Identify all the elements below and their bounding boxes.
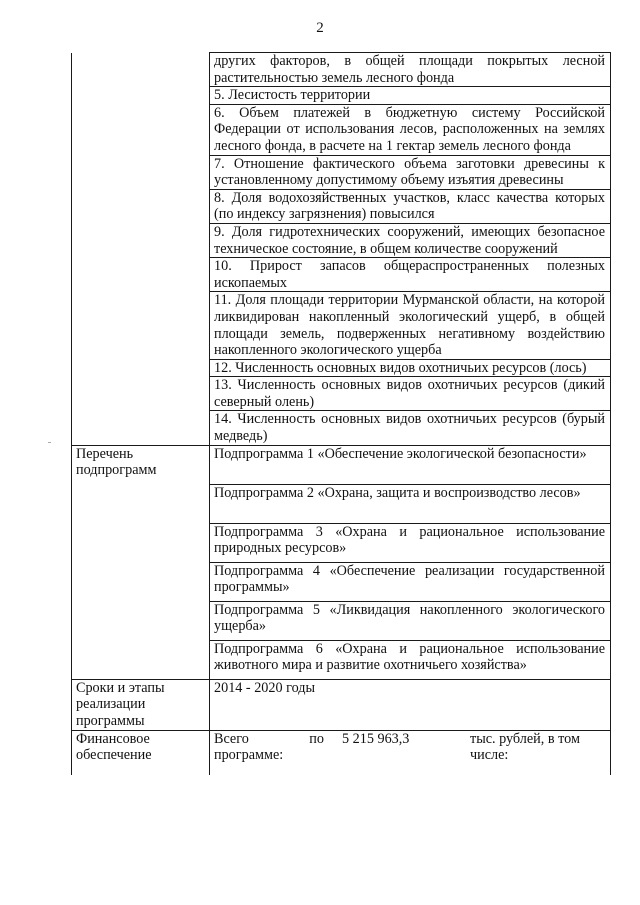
indicator-cell: 10. Прирост запасов общераспространенных полезных ископаемых xyxy=(210,258,611,292)
indicator-cell: 12. Численность основных видов охотничьих ресурсов (лось) xyxy=(210,359,611,377)
subprogram-cell: Подпрограмма 3 «Охрана и рациональное использование природных ресурсов» xyxy=(210,523,611,562)
finance-label: Финансовое обеспечение xyxy=(72,730,210,775)
indicator-cell: других факторов, в общей площади покрытых лесной растительностью земель лесного фонда xyxy=(210,53,611,87)
table-row xyxy=(72,730,611,775)
table-row xyxy=(72,359,611,377)
finance-cell xyxy=(210,730,611,775)
scan-mark xyxy=(48,442,51,443)
indicator-cell: 7. Отношение фактического объема заготовки древесины к установленному допустимому объему изъятия древесины xyxy=(210,155,611,189)
indicator-cell: 5. Лесистость территории xyxy=(210,87,611,105)
table-row xyxy=(72,104,611,155)
table-row xyxy=(72,87,611,105)
indicator-cell: 6. Объем платежей в бюджетную систему Российской Федерации от использования лесов, расположенных на землях лесного фонда, в расчете на 1 гектар земель лесного фонда xyxy=(210,104,611,155)
finance-total-label: Всего по программе: xyxy=(214,730,324,764)
terms-value: 2014 - 2020 годы xyxy=(210,679,611,730)
table-row xyxy=(72,679,611,730)
indicator-cell: 9. Доля гидротехнических сооружений, имеющих безопасное техническое состояние, в общем количестве сооружений xyxy=(210,223,611,257)
table-row xyxy=(72,411,611,445)
table-row xyxy=(72,223,611,257)
finance-unit: тыс. рублей, в том числе: xyxy=(470,730,580,764)
empty-label-cell xyxy=(72,53,210,87)
subprogram-cell: Подпрограмма 2 «Охрана, защита и воспроизводство лесов» xyxy=(210,484,611,523)
table-row xyxy=(72,377,611,411)
indicator-cell: 11. Доля площади территории Мурманской области, на которой ликвидирован накопленный экологический ущерб, в общей площади земель, подверженных негативному воздействию накопленного экологического ущерба xyxy=(210,292,611,359)
finance-row xyxy=(214,731,605,764)
indicator-cell: 8. Доля водохозяйственных участков, класс качества которых (по индексу загрязнения) повысился xyxy=(210,189,611,223)
table-row xyxy=(72,53,611,87)
subprogram-cell: Подпрограмма 6 «Охрана и рациональное использование животного мира и развитие охотничьего хозяйства» xyxy=(210,640,611,679)
program-passport-table xyxy=(71,52,611,775)
terms-label: Сроки и этапы реализации программы xyxy=(72,679,210,730)
table-row xyxy=(72,258,611,292)
table-row xyxy=(72,155,611,189)
subprogram-cell: Подпрограмма 1 «Обеспечение экологической безопасности» xyxy=(210,445,611,484)
finance-total-value: 5 215 963,3 xyxy=(342,730,410,747)
subprograms-label: Перечень подпрограмм xyxy=(72,445,210,679)
subprogram-cell: Подпрограмма 5 «Ликвидация накопленного экологического ущерба» xyxy=(210,601,611,640)
table-row xyxy=(72,445,611,484)
table-row xyxy=(72,189,611,223)
page-number: 2 xyxy=(316,20,324,36)
table-row xyxy=(72,292,611,359)
subprogram-cell: Подпрограмма 4 «Обеспечение реализации государственной программы» xyxy=(210,562,611,601)
indicator-cell: 13. Численность основных видов охотничьих ресурсов (дикий северный олень) xyxy=(210,377,611,411)
indicator-cell: 14. Численность основных видов охотничьих ресурсов (бурый медведь) xyxy=(210,411,611,445)
